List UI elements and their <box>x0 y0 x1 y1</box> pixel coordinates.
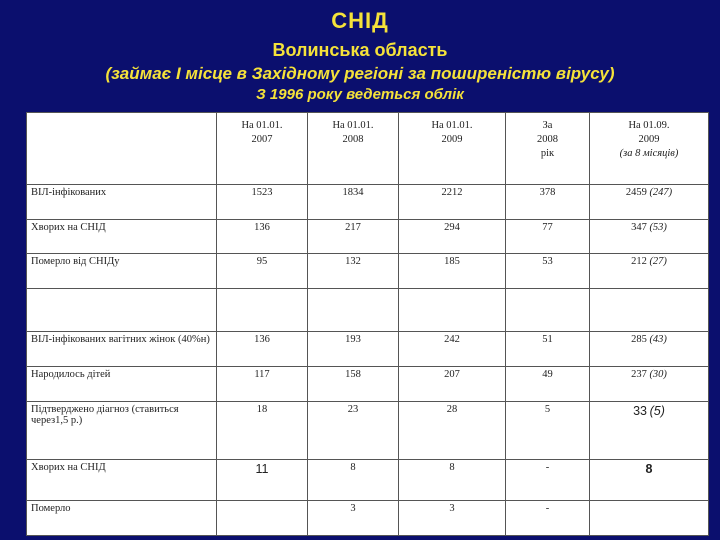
empty-cell <box>217 289 308 332</box>
table-row <box>27 501 709 536</box>
empty-cell <box>399 289 506 332</box>
since-note: З 1996 року ведеться облік <box>256 86 464 103</box>
row-label: Померло <box>27 501 217 536</box>
cell-value: 33 (5) <box>590 401 709 460</box>
region-title: Волинська область <box>272 40 448 60</box>
table-row <box>27 401 709 460</box>
table-row <box>27 254 709 289</box>
empty-cell <box>506 289 590 332</box>
cell-value: 242 <box>399 332 506 367</box>
empty-cell <box>590 289 709 332</box>
cell-value: 2212 <box>399 185 506 220</box>
cell-value: 5 <box>506 401 590 460</box>
table-row <box>27 219 709 254</box>
column-header: На 01.01. 2008 <box>308 113 399 185</box>
cell-value: 28 <box>399 401 506 460</box>
empty-cell <box>308 289 399 332</box>
cell-value: - <box>506 501 590 536</box>
page-title: СНІД <box>331 8 389 33</box>
cell-value: 207 <box>399 366 506 401</box>
row-label: ВІЛ-інфікованих <box>27 185 217 220</box>
row-label: Підтверджено діагноз (ставиться через1,5 р.) <box>27 401 217 460</box>
cell-value: - <box>506 460 590 501</box>
column-header: На 01.01. 2007 <box>217 113 308 185</box>
cell-value: 347 (53) <box>590 219 709 254</box>
cell-value: 237 (30) <box>590 366 709 401</box>
cell-value: 132 <box>308 254 399 289</box>
cell-value: 217 <box>308 219 399 254</box>
cell-value: 193 <box>308 332 399 367</box>
cell-value: 95 <box>217 254 308 289</box>
cell-value: 8 <box>399 460 506 501</box>
cell-value: 136 <box>217 332 308 367</box>
table-row-empty <box>27 289 709 332</box>
cell-value: 117 <box>217 366 308 401</box>
cell-value: 49 <box>506 366 590 401</box>
cell-value: 77 <box>506 219 590 254</box>
header-empty-cell <box>27 113 217 185</box>
column-header: На 01.09. 2009 (за 8 місяців) <box>590 113 709 185</box>
table-row <box>27 460 709 501</box>
cell-value: 2459 (247) <box>590 185 709 220</box>
cell-value: 53 <box>506 254 590 289</box>
empty-cell <box>27 289 217 332</box>
cell-value: 378 <box>506 185 590 220</box>
statistics-table-container <box>26 112 708 536</box>
column-header: За 2008 рік <box>506 113 590 185</box>
row-label: Хворих на СНІД <box>27 460 217 501</box>
cell-value: 23 <box>308 401 399 460</box>
cell-value: 294 <box>399 219 506 254</box>
cell-value: 212 (27) <box>590 254 709 289</box>
cell-value: 3 <box>399 501 506 536</box>
table-row <box>27 332 709 367</box>
cell-value: 11 <box>217 460 308 501</box>
subtitle: (займає І місце в Західному регіоні за поширеністю вірусу) <box>105 64 615 83</box>
cell-value: 136 <box>217 219 308 254</box>
cell-value: 3 <box>308 501 399 536</box>
cell-value: 1834 <box>308 185 399 220</box>
cell-value: 18 <box>217 401 308 460</box>
table-row <box>27 366 709 401</box>
row-label: ВІЛ-інфікованих вагітних жінок (40%н) <box>27 332 217 367</box>
cell-value: 285 (43) <box>590 332 709 367</box>
table-row <box>27 185 709 220</box>
statistics-table <box>26 112 709 536</box>
column-header: На 01.01. 2009 <box>399 113 506 185</box>
row-label: Померло від СНІДу <box>27 254 217 289</box>
row-label: Народилось дітей <box>27 366 217 401</box>
cell-value: 8 <box>308 460 399 501</box>
cell-value <box>590 501 709 536</box>
cell-value: 185 <box>399 254 506 289</box>
cell-value: 1523 <box>217 185 308 220</box>
row-label: Хворих на СНІД <box>27 219 217 254</box>
cell-value: 158 <box>308 366 399 401</box>
cell-value: 8 <box>590 460 709 501</box>
header-row <box>27 113 709 185</box>
cell-value <box>217 501 308 536</box>
cell-value: 51 <box>506 332 590 367</box>
